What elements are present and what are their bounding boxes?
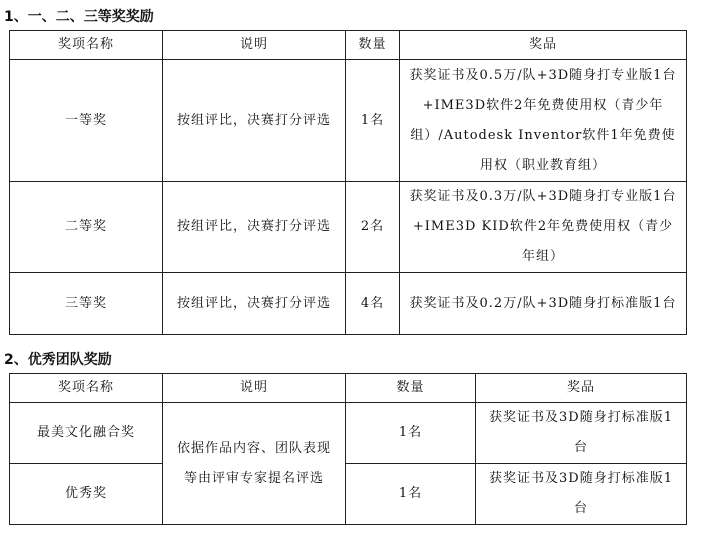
- award-description: 按组评比，决赛打分评选: [163, 60, 346, 182]
- award-description: 按组评比，决赛打分评选: [163, 182, 346, 273]
- award-prize: 获奖证书及3D随身打标准版1台: [476, 403, 687, 464]
- table-row: [10, 403, 687, 464]
- award-description: 按组评比，决赛打分评选: [163, 273, 346, 335]
- award-name: 优秀奖: [10, 464, 163, 525]
- header-description: 说明: [163, 31, 346, 60]
- award-prize: 获奖证书及0.5万/队+3D随身打专业版1台+IME3D软件2年免费使用权（青少年组）/Autodesk Inventor软件1年免费使用权（职业教育组）: [400, 60, 687, 182]
- table-row: [10, 60, 687, 182]
- awards-table-2: [9, 373, 687, 525]
- award-prize: 获奖证书及0.3万/队+3D随身打专业版1台+IME3D KID软件2年免费使用权（青少年组）: [400, 182, 687, 273]
- award-quantity: 2名: [346, 182, 400, 273]
- table-row: [10, 464, 687, 525]
- header-award-name: 奖项名称: [10, 374, 163, 403]
- section1-title: 1、一、二、三等奖奖励: [4, 9, 154, 25]
- header-prize: 奖品: [400, 31, 687, 60]
- award-name: 最美文化融合奖: [10, 403, 163, 464]
- awards-table-1: [9, 30, 687, 335]
- award-prize: 获奖证书及0.2万/队+3D随身打标准版1台: [400, 273, 687, 335]
- award-quantity: 1名: [346, 403, 476, 464]
- award-quantity: 1名: [346, 60, 400, 182]
- header-description: 说明: [163, 374, 346, 403]
- award-quantity: 4名: [346, 273, 400, 335]
- header-award-name: 奖项名称: [10, 31, 163, 60]
- table-header-row: [10, 374, 687, 403]
- award-quantity: 1名: [346, 464, 476, 525]
- table-header-row: [10, 31, 687, 60]
- table-row: [10, 182, 687, 273]
- table-row: [10, 273, 687, 335]
- award-description: 依据作品内容、团队表现等由评审专家提名评选: [163, 403, 346, 525]
- award-name: 一等奖: [10, 60, 163, 182]
- header-quantity: 数量: [346, 374, 476, 403]
- award-prize: 获奖证书及3D随身打标准版1台: [476, 464, 687, 525]
- section2-title: 2、优秀团队奖励: [4, 352, 112, 368]
- header-quantity: 数量: [346, 31, 400, 60]
- award-name: 三等奖: [10, 273, 163, 335]
- header-prize: 奖品: [476, 374, 687, 403]
- award-name: 二等奖: [10, 182, 163, 273]
